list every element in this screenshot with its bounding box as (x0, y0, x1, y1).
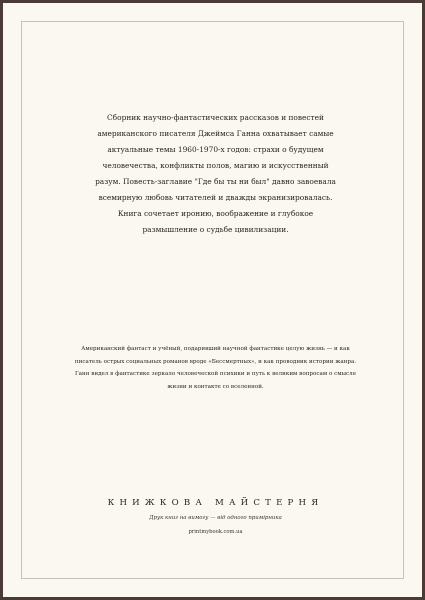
inner-frame (21, 21, 404, 579)
publisher-slogan: Друк книг на вимогу — від одного примірника (149, 515, 282, 521)
book-annotation: Сборник научно-фантастических рассказов и повестей американского писателя Джеймса Ганна охватывает самые актуальные темы 1960-1970-х годов: страхи о будущем человечества, конфликты полов, магию и искусственный разум. Повесть-заглавие "Где бы ты ни был" давно завоевала всемирную любовь читателей и дважды экранизировалась. Книга сочетает иронию, воображение и глубокое размышление о судьбе цивилизации. (95, 113, 336, 234)
publisher-website: printmybook.com.ua (188, 529, 243, 535)
author-bio: Американский фантаст и учёный, подаривший научной фантастике целую жизнь — и как писатель острых социальных романов вроде «Бессмертных», и как проводник истории жанра. Ганн видел в фантастике зеркало человеческой психики и путь к великим вопросам о смысле жизни и контакте со вселенной. (74, 346, 357, 390)
publisher-name: КНИЖКОВА МАЙСТЕРНЯ (107, 498, 324, 508)
